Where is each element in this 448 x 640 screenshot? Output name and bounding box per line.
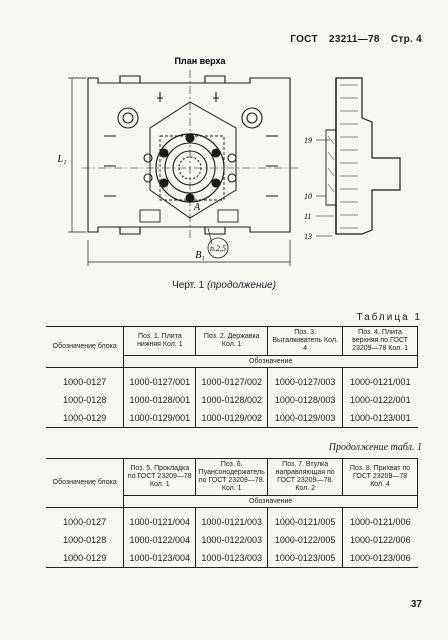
table-cell: 1000-0128 [63,395,107,405]
table-cell: 1000-0121/004 [124,513,196,531]
table2-title: Продолжение табл. 1 [328,442,422,453]
table2-col-6: Поз. 6. Пуансонодержатель по ГОСТ 23209—78. Кол. 1 [196,459,268,496]
table-cell: 1000-0123/004 [124,549,196,568]
table-cell: 1000-0123/006 [343,549,418,568]
figure-caption [0,280,448,291]
table-cell: 1000-0129/002 [196,409,268,428]
table1-title: Таблица 1 [356,312,422,323]
table1-col-1: Поз. 1. Плита нижняя Кол. 1 [124,327,196,356]
caption-main: Черт. 1 [172,280,205,291]
table-cell: 1000-0129/003 [268,409,343,428]
table-cell: 1000-0123/001 [343,409,418,428]
table2-col-7: Поз. 7. Втулка направляющая по ГОСТ 23209—78. Кол. 2 [268,459,343,496]
table1-col-4: Поз. 4. Плита верхняя по ГОСТ 23209—78 Кол. 1 [343,327,418,356]
table-row [46,373,418,391]
table-cell: 1000-0128/002 [196,391,268,409]
table-row [46,549,418,568]
callout-10: 10 [304,192,312,201]
table-row [46,391,418,409]
table1-col-2: Поз. 2. Державка Кол. 1 [196,327,268,356]
roughness-mark: n.2,5 [210,244,226,253]
drawing-title: План верха [174,56,226,66]
table1-col-3: Поз. 3. Выталкиватель Кол. 4 [268,327,343,356]
table-cell: 1000-0127 [63,517,107,527]
table2-header-block: Обозначение блока [46,459,124,508]
header-number: 23211—78 [328,34,380,45]
header-standard: ГОСТ [290,34,318,45]
callout-19: 19 [304,136,312,145]
table-cell: 1000-0129/001 [124,409,196,428]
dimension-height-label: L₁ [57,154,67,165]
guide-hole [242,108,262,128]
table-cell: 1000-0122/003 [196,531,268,549]
callout-11: 11 [304,212,312,221]
table2-subheader: Обозначение [124,496,418,508]
page-number: 37 [410,599,422,610]
table1-subheader: Обозначение [124,356,418,368]
dimension-width-label: B₁ [195,250,205,261]
table-cell: 1000-0129 [46,549,124,568]
table-cell: 1000-0122/004 [124,531,196,549]
table-cell: 1000-0127/002 [196,373,268,391]
table2 [46,458,418,568]
table-cell: 1000-0128/001 [124,391,196,409]
callout-13: 13 [304,232,312,241]
table-cell: 1000-0122/006 [343,531,418,549]
plate-outline [88,78,290,232]
header-page-label: Стр. 4 [390,34,422,45]
table-row [46,513,418,531]
table-cell: 1000-0127/001 [124,373,196,391]
table2-col-5: Поз. 5. Прокладка по ГОСТ 23209—78 Кол. 1 [124,459,196,496]
table-cell: 1000-0121/006 [343,513,418,531]
table1-header-block: Обозначение блока [46,327,124,368]
table-cell: 1000-0127/003 [268,373,343,391]
table-cell: 1000-0121/001 [343,373,418,391]
caption-paren: (продолжение) [207,280,276,291]
table1 [46,326,418,428]
table-cell: 1000-0123/005 [268,549,343,568]
guide-hole [118,108,138,128]
table-cell: 1000-0128 [63,535,107,545]
table-cell: 1000-0121/003 [196,513,268,531]
table2-col-8: Поз. 8. Прихват по ГОСТ 23209—78 Кол. 4 [343,459,418,496]
table-cell: 1000-0127 [63,377,107,387]
section-mark: A [194,202,201,213]
table-cell: 1000-0121/005 [268,513,343,531]
table-cell: 1000-0122/005 [268,531,343,549]
section-view [336,78,400,234]
table-row [46,409,418,428]
table-cell: 1000-0128/003 [268,391,343,409]
table-cell: 1000-0122/001 [343,391,418,409]
table-row [46,531,418,549]
table-cell: 1000-0123/003 [196,549,268,568]
technical-drawing [0,40,448,280]
table-cell: 1000-0129 [46,409,124,428]
